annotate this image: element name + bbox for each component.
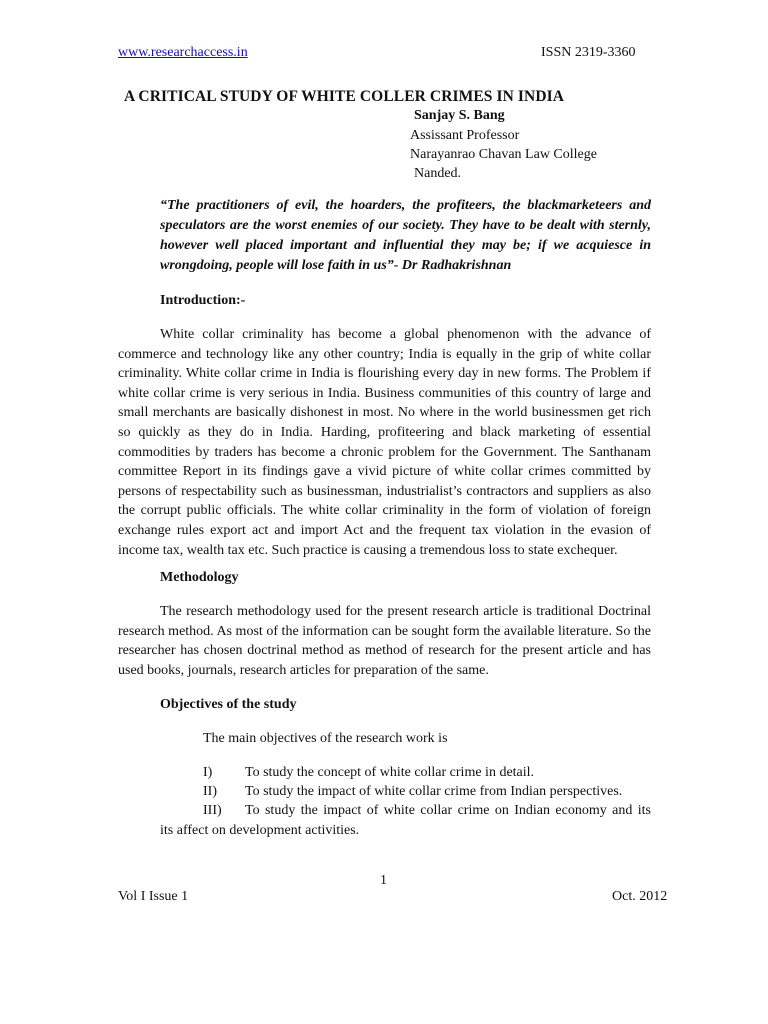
introduction-heading: Introduction:- <box>160 293 246 308</box>
objective-text: To study the impact of white collar crime from Indian perspectives. <box>245 784 623 799</box>
methodology-paragraph: The research methodology used for the present research article is traditional Doctrinal research method. As most of the information can be sought form the available literature. So the researcher has chosen doctrinal method as method of research for the present article and has used books, journals, research articles for preparation of the same. <box>118 604 651 678</box>
objective-number: I) <box>203 765 213 780</box>
objective-text: To study the concept of white collar crime in detail. <box>245 765 535 780</box>
methodology-heading: Methodology <box>160 570 239 585</box>
objective-text: To study the impact of white collar crime on Indian economy and its <box>245 803 651 818</box>
objectives-intro: The main objectives of the research work is <box>203 731 448 746</box>
volume-issue: Vol I Issue 1 <box>118 889 189 904</box>
objective-number: III) <box>203 803 222 818</box>
introduction-paragraph: White collar criminality has become a global phenomenon with the advance of commerce and technology like any other country; India is equally in the grip of white collar criminality. White collar crime in India is flourishing every day in new forms. The Problem if white collar crime is very serious in India. Business communities of this country of large and small merchants are basically dishonest in most. No where in the world businessmen get rich so quickly as they do in India. Harding, profiteering and black marketing of essential commodities by traders has become a chronic problem for the Government. The Santhanam committee Report in its findings gave a vivid picture of white collar crimes committed by persons of respectability such as businessman, industrialist’s contractors and suppliers as also the corrupt public officials. The white collar criminality in the form of violation of foreign exchange rules export act and import Act and the frequent tax violation in the evasion of income tax, wealth tax etc. Such practice is causing a tremendous loss to state exchequer. <box>118 327 651 558</box>
author-name: Sanjay S. Bang <box>414 108 505 123</box>
objective-continuation: its affect on development activities. <box>160 823 360 838</box>
publication-date: Oct. 2012 <box>612 889 668 904</box>
page-number: 1 <box>380 873 387 888</box>
website-link[interactable]: www.researchaccess.in <box>118 45 248 60</box>
objective-number: II) <box>203 784 217 799</box>
article-title: A CRITICAL STUDY OF WHITE COLLER CRIMES IN INDIA <box>124 88 565 105</box>
epigraph-quote: “The practitioners of evil, the hoarders, the profiteers, the blackmarketeers and speculators are the worst enemies of our society. They have to be dealt with sternly, however well placed important and influential they may be; if we acquiesce in wrongdoing, people will lose faith in us”- Dr Radhakrishnan <box>160 198 651 273</box>
author-city: Nanded. <box>414 166 462 181</box>
author-institution: Narayanrao Chavan Law College <box>410 147 597 162</box>
author-position: Assissant Professor <box>410 128 520 143</box>
issn-number: ISSN 2319-3360 <box>541 45 636 60</box>
objectives-heading: Objectives of the study <box>160 697 297 712</box>
